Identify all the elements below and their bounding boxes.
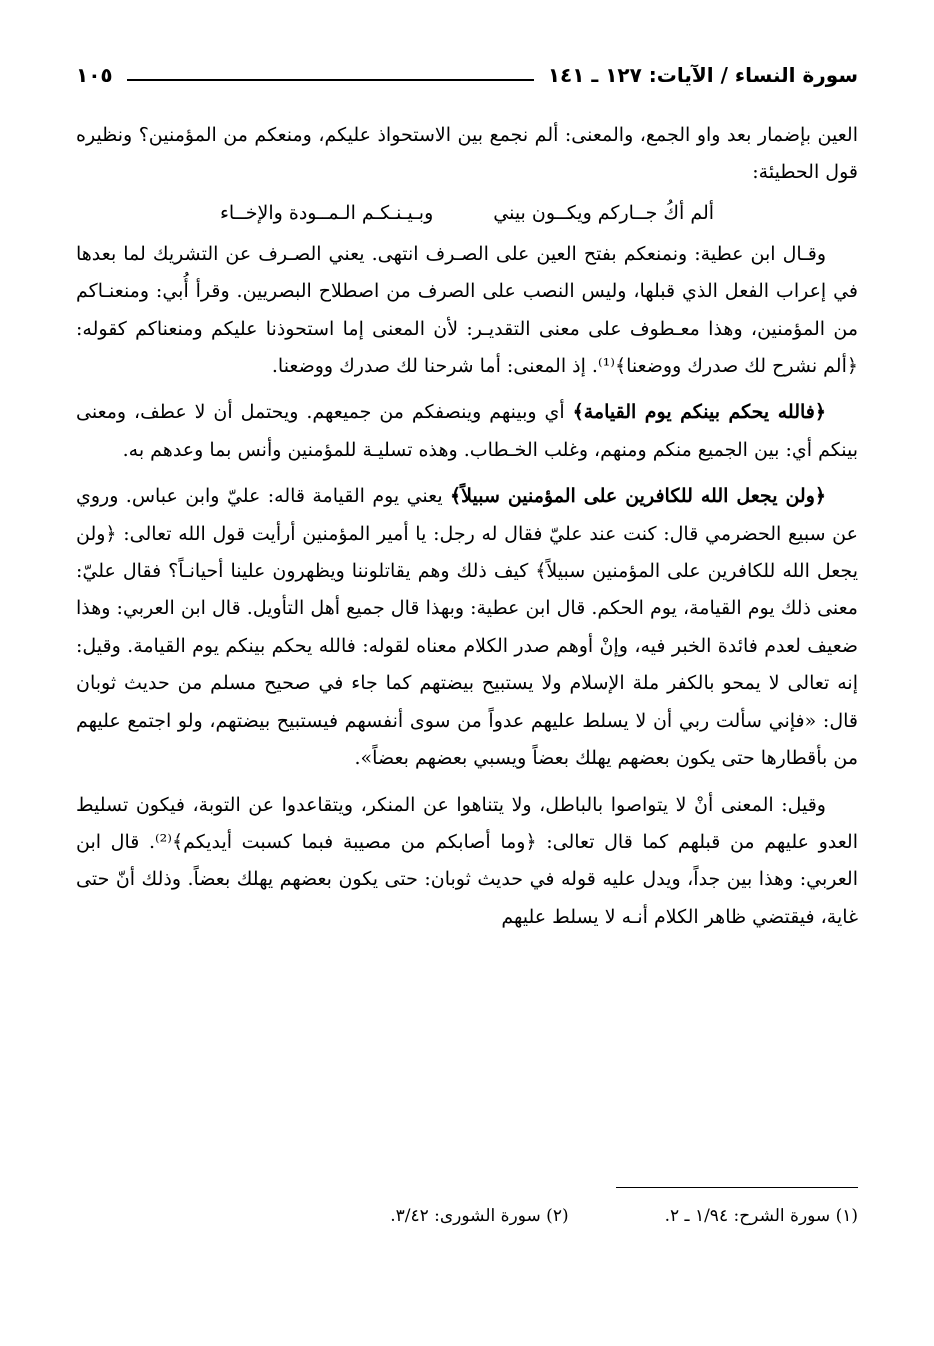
poetry-verse [76, 192, 858, 236]
main-text [76, 117, 858, 936]
footnote-separator [616, 1187, 858, 1188]
paragraph-5: وقيل: المعنى أنْ لا يتواصوا بالباطل، ولا يتناهوا عن المنكر، ويتقاعدوا عن التوبة، فيكون تسليط العدو عليهم من قبلهم كما قال تعالى: ﴿وما أصابكم من مصيبة فبما كسبت أيديكم﴾⁽²⁾. قال ابن العربي: وهذا بين جداً، ويدل عليه قوله في حديث ثوبان: حتى يكون بعضهم يهلك بعضاً. وذلك أنّ حتى غاية، فيقتضي ظاهر الكلام أنـه لا يسلط عليهم [76, 793, 858, 928]
footnotes [76, 1206, 858, 1226]
verse-second-hemistich: وبـيـنـكـم الـمــودة والإخــاء [219, 202, 434, 225]
paragraph-1: العين بإضمار بعد واو الجمع، والمعنى: ألم نجمع بين الاستحواذ عليكم، ومنعكم من المؤمنين؟ ونظيره قول الحطيئة: [76, 124, 858, 184]
page-number: ١٠٥ [76, 63, 113, 87]
paragraph-3-text: أي وبينهم وينصفكم من جميعهم. ويحتمل أن لا عطف، ومعنى بينكم أي: بين الجميع منكم ومنهم، وغلب الخـطاب. وهذه تسليـة للمؤمنين وأنس بما وعدهم به. [76, 401, 858, 461]
footnote-2: (٢) سورة الشورى: ٣/٤٢. [390, 1206, 569, 1226]
running-header [76, 58, 858, 92]
paragraph-3 [76, 394, 858, 469]
verse-first-hemistich: ألم أكُ جــاركم ويكــون بيني [493, 202, 715, 225]
paragraph-2: وقـال ابن عطية: ونمنعكم بفتح العين على الصـرف انتهى. يعني الصـرف عن التشريك لما بعدها في إعراب الفعل الذي قبلها، وليس النصب على الصرف من اصطلاح البصريين. وقرأ أُبي: ومنعنـاكم من المؤمنين، وهذا معـطوف على معنى التقديـر: لأن المعنى إما استحوذنا عليكم ومنعناكم كقوله: ﴿ألم نشرح لك صدرك ووضعنا﴾⁽¹⁾. إذ المعنى: أما شرحنا لك صدرك ووضعنا. [76, 242, 859, 378]
paragraph-4 [76, 478, 858, 777]
header-rule [127, 79, 534, 81]
quran-verse-3: ﴿فالله يحكم بينكم يوم القيامة﴾ [572, 401, 826, 424]
header-title: سورة النساء / الآيات: ١٢٧ ـ ١٤١ [547, 63, 858, 87]
footnote-1: (١) سورة الشرح: ١/٩٤ ـ ٢. [664, 1206, 858, 1226]
paragraph-4-text: يعني يوم القيامة قاله: عليّ وابن عباس. وروي عن سبيع الحضرمي قال: كنت عند عليّ فقال له رجل: يا أمير المؤمنين أرأيت قول الله تعالى: ﴿ولن يجعل الله للكافرين على المؤمنين سبيلاً﴾ كيف ذلك وهم يقاتلوننا ويظهرون علينا أحيانـاً؟ فقال عليّ: معنى ذلك يوم القيامة، يوم الحكم. قال ابن عطية: وبهذا قال جميع أهل التأويل. قال ابن العربي: وهذا ضعيف لعدم فائدة الخبر فيه، وإنْ أوهم صدر الكلام معناه لقوله: فالله يحكم بينكم يوم القيامة. وقيل: إنه تعالى لا يمحو بالكفر ملة الإسلام ولا يستبيح بيضتهم كما جاء في صحيح مسلم من حديث ثوبان قال: «فإني سألت ربي أن لا يسلط عليهم عدواً من سوى أنفسهم فيستبيح بيضتهم، ولو اجتمع عليهم من بأقطارها حتى يكون بعضهم يهلك بعضاً ويسبي بعضهم بعضاً». [76, 485, 858, 770]
quran-verse-4: ﴿ولن يجعل الله للكافرين على المؤمنين سبيلاً﴾ [450, 485, 827, 508]
